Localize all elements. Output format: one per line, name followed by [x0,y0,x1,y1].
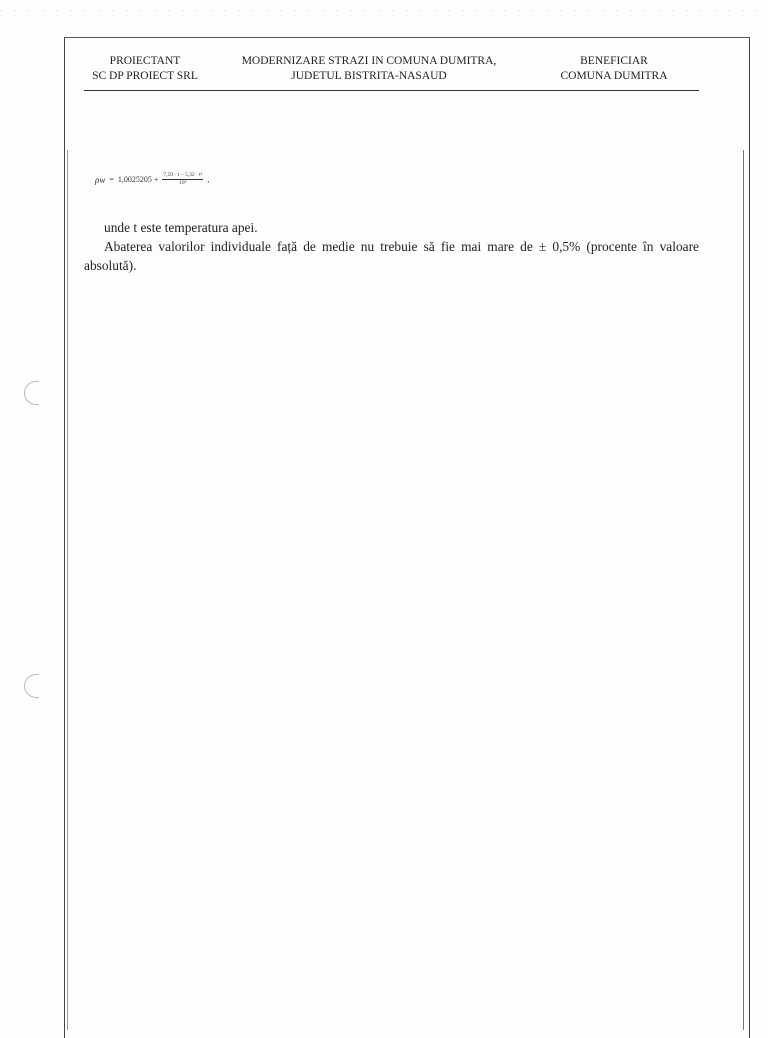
punch-hole-mark [24,674,39,698]
document-header [84,52,699,91]
formula-denominator: 10⁶ [179,180,187,186]
page-border-right [743,150,744,1030]
punch-hole-mark [24,381,39,405]
density-formula [95,172,209,187]
header-designer-name: SC DP PROIECT SRL [92,70,198,82]
header-designer-title: PROIECTANT [109,55,181,67]
formula-fraction [162,172,203,187]
header-project-location: JUDETUL BISTRITA-NASAUD [291,70,447,82]
header-beneficiary-title: BENEFICIAR [580,55,648,67]
formula-constant: 1,0025205 + [117,175,159,184]
page-frame [64,37,750,1038]
header-beneficiary-name: COMUNA DUMITRA [560,70,668,82]
formula-numerator: 7,59 · t − 5,32 · t² [163,172,203,178]
header-project-title: MODERNIZARE STRAZI IN COMUNA DUMITRA, [241,55,497,67]
formula-symbol: ρw [95,174,106,185]
page-border-left [67,150,68,1030]
paragraph-deviation: Abaterea valorilor individuale față de medie nu trebuie să fie mai mare de ± 0,5% (procente în valoare absolută). [84,239,699,273]
header-beneficiary [534,54,694,84]
paragraph-temperature: unde t este temperatura apei. [104,220,258,235]
body-text [84,218,699,275]
formula-equals: = [109,175,114,184]
header-designer [84,54,206,84]
formula-trail: , [207,175,210,184]
header-project [224,54,514,84]
scan-artifact [0,10,768,11]
